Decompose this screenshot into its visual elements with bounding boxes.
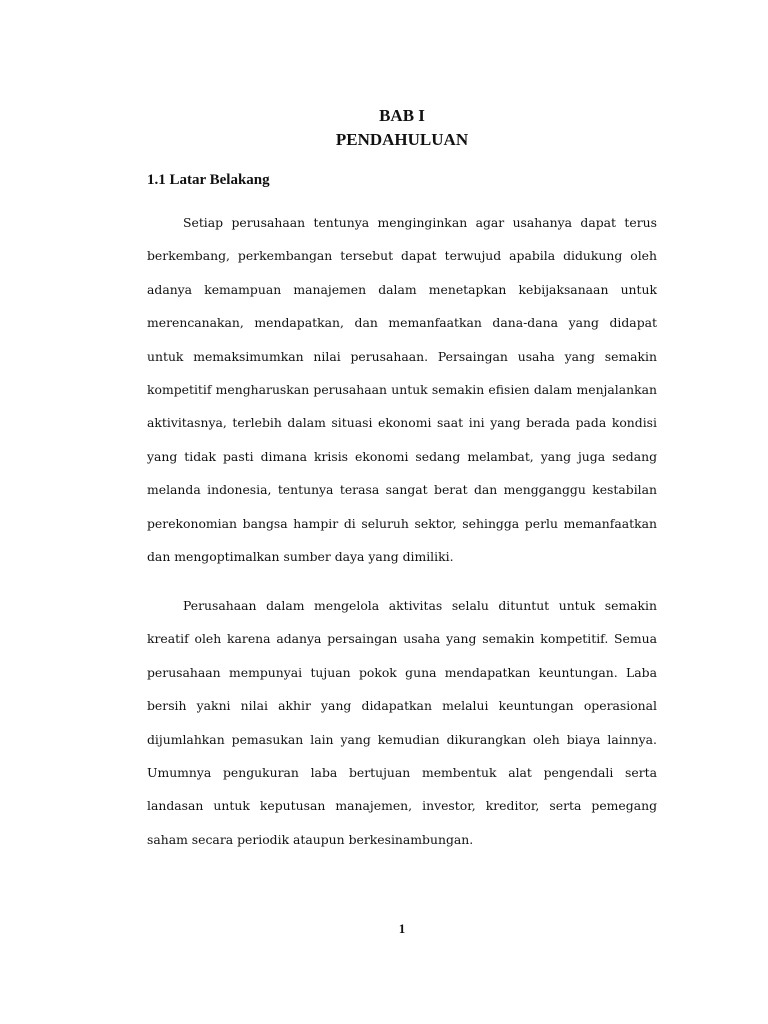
section-heading: 1.1 Latar Belakang [147,172,270,188]
page-number: 1 [398,921,406,936]
chapter-title-block [0,104,768,152]
chapter-number: BAB I [379,106,425,125]
paragraph-1: Setiap perusahaan tentunya menginginkan agar usahanya dapat terus berkembang, perkembangan tersebut dapat terwujud apabila didukung oleh adanya kemampuan manajemen dalam menetapkan kebijaksanaan untuk merencanakan, mendapatkan, dan memanfaatkan dana-dana yang didapat untuk memaksimumkan nilai perusahaan. Persaingan usaha yang semakin kompetitif mengharuskan perusahaan untuk semakin efisien dalam menjalankan aktivitasnya, terlebih dalam situasi ekonomi saat ini yang berada pada kondisi yang tidak pasti dimana krisis ekonomi sedang melambat, yang juga sedang melanda indonesia, tentunya terasa sangat berat dan mengganggu kestabilan perekonomian bangsa hampir di seluruh sektor, sehingga perlu memanfaatkan dan mengoptimalkan sumber daya yang dimiliki. [147,215,657,565]
paragraph-2: Perusahaan dalam mengelola aktivitas selalu dituntut untuk semakin kreatif oleh karena adanya persaingan usaha yang semakin kompetitif. Semua perusahaan mempunyai tujuan pokok guna mendapatkan keuntungan. Laba bersih yakni nilai akhir yang didapatkan melalui keuntungan operasional dijumlahkan pemasukan lain yang kemudian dikurangkan oleh biaya lainnya. Umumnya pengukuran laba bertujuan membentuk alat pengendali serta landasan untuk keputusan manajemen, investor, kreditor, serta pemegang saham secara periodik ataupun berkesinambungan. [147,598,657,847]
chapter-title: PENDAHULUAN [335,130,469,149]
